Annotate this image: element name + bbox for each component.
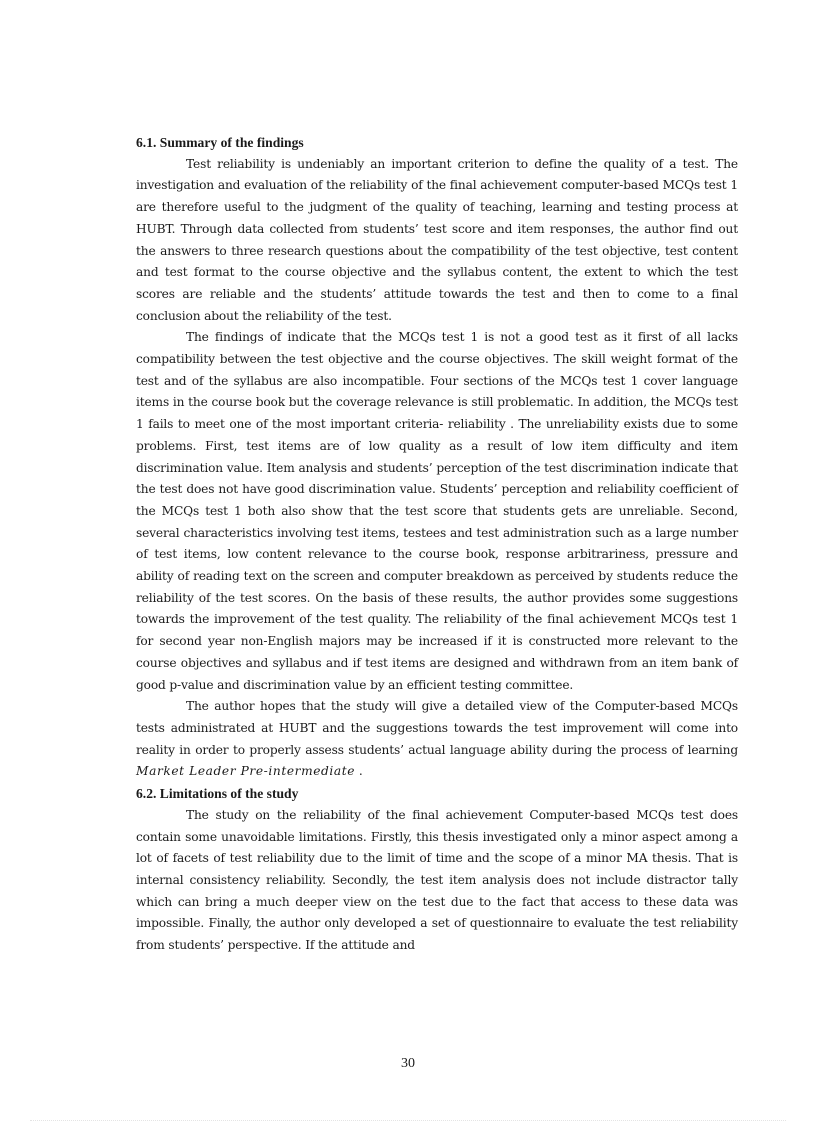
- section-heading-limitations: 6.2. Limitations of the study: [136, 786, 299, 802]
- section-heading-summary: 6.1. Summary of the findings: [136, 135, 304, 150]
- paragraph-end: .: [358, 764, 363, 779]
- paragraph: The findings of indicate that the MCQs test 1 is not a good test as it first of all lacks compatibility between the test objective and the course objectives. The skill weight format of the test and of the syllabus are also incompatible. Four sections of the MCQs test 1 cover language items in the course book but the coverage relevance is still problematic. In addition, the MCQs test 1 fails to meet one of the most important criteria- reliability . The unreliability exists due to some problems. First, test items are of low quality as a result of low item difficulty and item discrimination value. Item analysis and students’ perception of the test discrimination indicate that the test does not have good discrimination value. Students’ perception and reliability coefficient of the MCQs test 1 both also show that the test score that students gets are unreliable. Second, several characteristics involving test items, testees and test administration such as a large number of test items, low content relevance to the course book, response arbitrariness, pressure and ability of reading text on the screen and computer breakdown as perceived by students reduce the reliability of the test scores. On the basis of these results, the author provides some suggestions towards the improvement of the test quality. The reliability of the final achievement MCQs test 1 for second year non-English majors may be increased if it is constructed more relevant to the course objectives and syllabus and if test items are designed and withdrawn from an item bank of good p-value and discrimination value by an efficient testing committee.: [136, 330, 738, 692]
- paragraph-text: The author hopes that the study will give a detailed view of the Computer-based MCQs tests administrated at HUBT and the suggestions towards the test improvement will come into reality in order to properly assess students’ actual language ability during the process of learning: [136, 699, 738, 757]
- page-bottom-border: [30, 1120, 786, 1121]
- paragraph: [136, 696, 738, 783]
- page-content: [136, 132, 738, 957]
- paragraph: The study on the reliability of the final achievement Computer-based MCQs test does contain some unavoidable limitations. Firstly, this thesis investigated only a minor aspect among a lot of facets of test reliability due to the limit of time and the scope of a minor MA thesis. That is internal consistency reliability. Secondly, the test item analysis does not include distractor tally which can bring a much deeper view on the test due to the fact that access to these data was impossible. Finally, the author only developed a set of questionnaire to evaluate the test reliability from students’ perspective. If the attitude and: [136, 807, 738, 953]
- page-number: 30: [401, 1056, 415, 1071]
- book-title: Market Leader Pre-intermediate: [136, 764, 356, 779]
- paragraph: Test reliability is undeniably an important criterion to define the quality of a test. The investigation and evaluation of the reliability of the final achievement computer-based MCQs test 1 are therefore useful to the judgment of the quality of teaching, learning and testing process at HUBT. Through data collected from students’ test score and item responses, the author find out the answers to three research questions about the compatibility of the test objective, test content and test format to the course objective and the syllabus content, the extent to which the test scores are reliable and the students’ attitude towards the test and then to come to a final conclusion about the reliability of the test.: [136, 156, 738, 323]
